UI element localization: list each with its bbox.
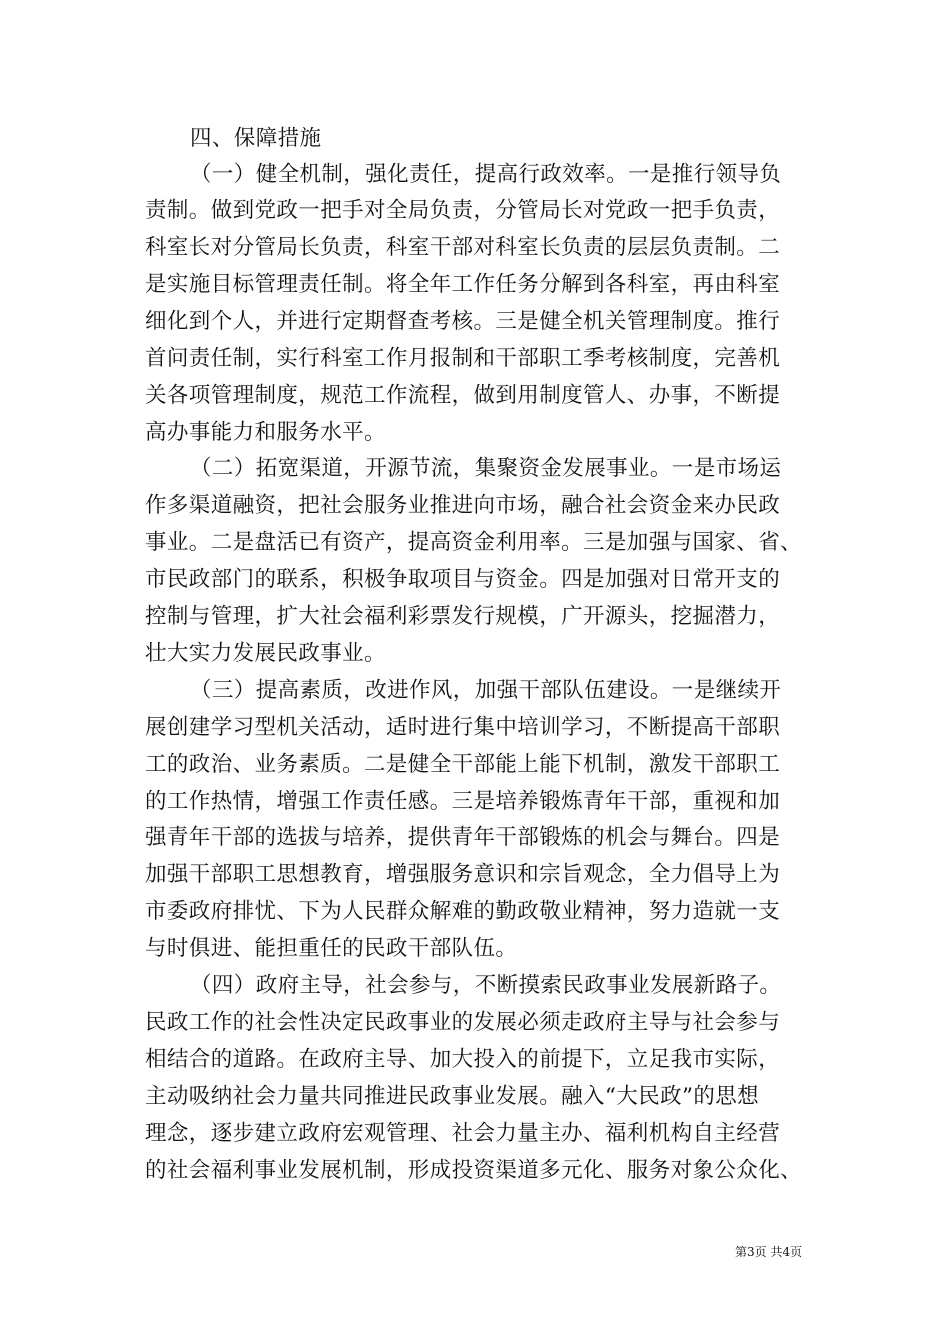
- paragraph-line: 关各项管理制度，规范工作流程，做到用制度管人、办事，不断提: [145, 383, 781, 408]
- paragraph-line: 作多渠道融资，把社会服务业推进向市场，融合社会资金来办民政: [145, 493, 781, 518]
- paragraph-line: 的工作热情，增强工作责任感。三是培养锻炼青年干部，重视和加: [145, 789, 781, 814]
- paragraph-line: 加强干部职工思想教育，增强服务意识和宗旨观念，全力倡导上为: [145, 862, 781, 887]
- paragraph-line: 科室长对分管局长负责，科室干部对科室长负责的层层负责制。二: [145, 235, 781, 260]
- paragraph-line: 高办事能力和服务水平。: [145, 420, 386, 445]
- paragraph-line: 事业。二是盘活已有资产，提高资金利用率。三是加强与国家、省、: [145, 530, 803, 555]
- paragraph-line: 强青年干部的选拔与培养，提供青年干部锻炼的机会与舞台。四是: [145, 825, 781, 850]
- paragraph-line: 主动吸纳社会力量共同推进民政事业发展。融入“大民政”的思想: [145, 1084, 760, 1109]
- paragraph-line: （三）提高素质，改进作风，加强干部队伍建设。一是继续开: [190, 678, 782, 703]
- page-number: 第3页 共4页: [735, 1245, 803, 1259]
- paragraph-line: 市委政府排忧、下为人民群众解难的勤政敬业精神，努力造就一支: [145, 899, 781, 924]
- paragraph-line: 展创建学习型机关活动，适时进行集中培训学习，不断提高干部职: [145, 715, 781, 740]
- paragraph-line: 首问责任制，实行科室工作月报制和干部职工季考核制度，完善机: [145, 346, 781, 371]
- paragraph-line: （一）健全机制，强化责任，提高行政效率。一是推行领导负: [190, 162, 782, 187]
- paragraph-line: 责制。做到党政一把手对全局负责，分管局长对党政一把手负责，: [145, 198, 781, 223]
- paragraph-line: 与时俱进、能担重任的民政干部队伍。: [145, 936, 518, 961]
- paragraph-line: 细化到个人，并进行定期督查考核。三是健全机关管理制度。推行: [145, 309, 781, 334]
- paragraph-line: （四）政府主导，社会参与，不断摸索民政事业发展新路子。: [190, 973, 782, 998]
- paragraph-line: 工的政治、业务素质。二是健全干部能上能下机制，激发干部职工: [145, 752, 781, 777]
- paragraph-line: 是实施目标管理责任制。将全年工作任务分解到各科室，再由科室: [145, 272, 781, 297]
- section-heading: 四、保障措施: [190, 126, 322, 151]
- paragraph-line: 的社会福利事业发展机制，形成投资渠道多元化、服务对象公众化、: [145, 1158, 803, 1183]
- paragraph-line: （二）拓宽渠道，开源节流，集聚资金发展事业。一是市场运: [190, 456, 782, 481]
- paragraph-line: 民政工作的社会性决定民政事业的发展必须走政府主导与社会参与: [145, 1010, 781, 1035]
- paragraph-line: 控制与管理，扩大社会福利彩票发行规模，广开源头，挖掘潜力，: [145, 604, 781, 629]
- paragraph-line: 壮大实力发展民政事业。: [145, 641, 386, 666]
- paragraph-line: 相结合的道路。在政府主导、加大投入的前提下，立足我市实际，: [145, 1047, 781, 1072]
- paragraph-line: 理念，逐步建立政府宏观管理、社会力量主办、福利机构自主经营: [145, 1121, 781, 1146]
- paragraph-line: 市民政部门的联系，积极争取项目与资金。四是加强对日常开支的: [145, 567, 781, 592]
